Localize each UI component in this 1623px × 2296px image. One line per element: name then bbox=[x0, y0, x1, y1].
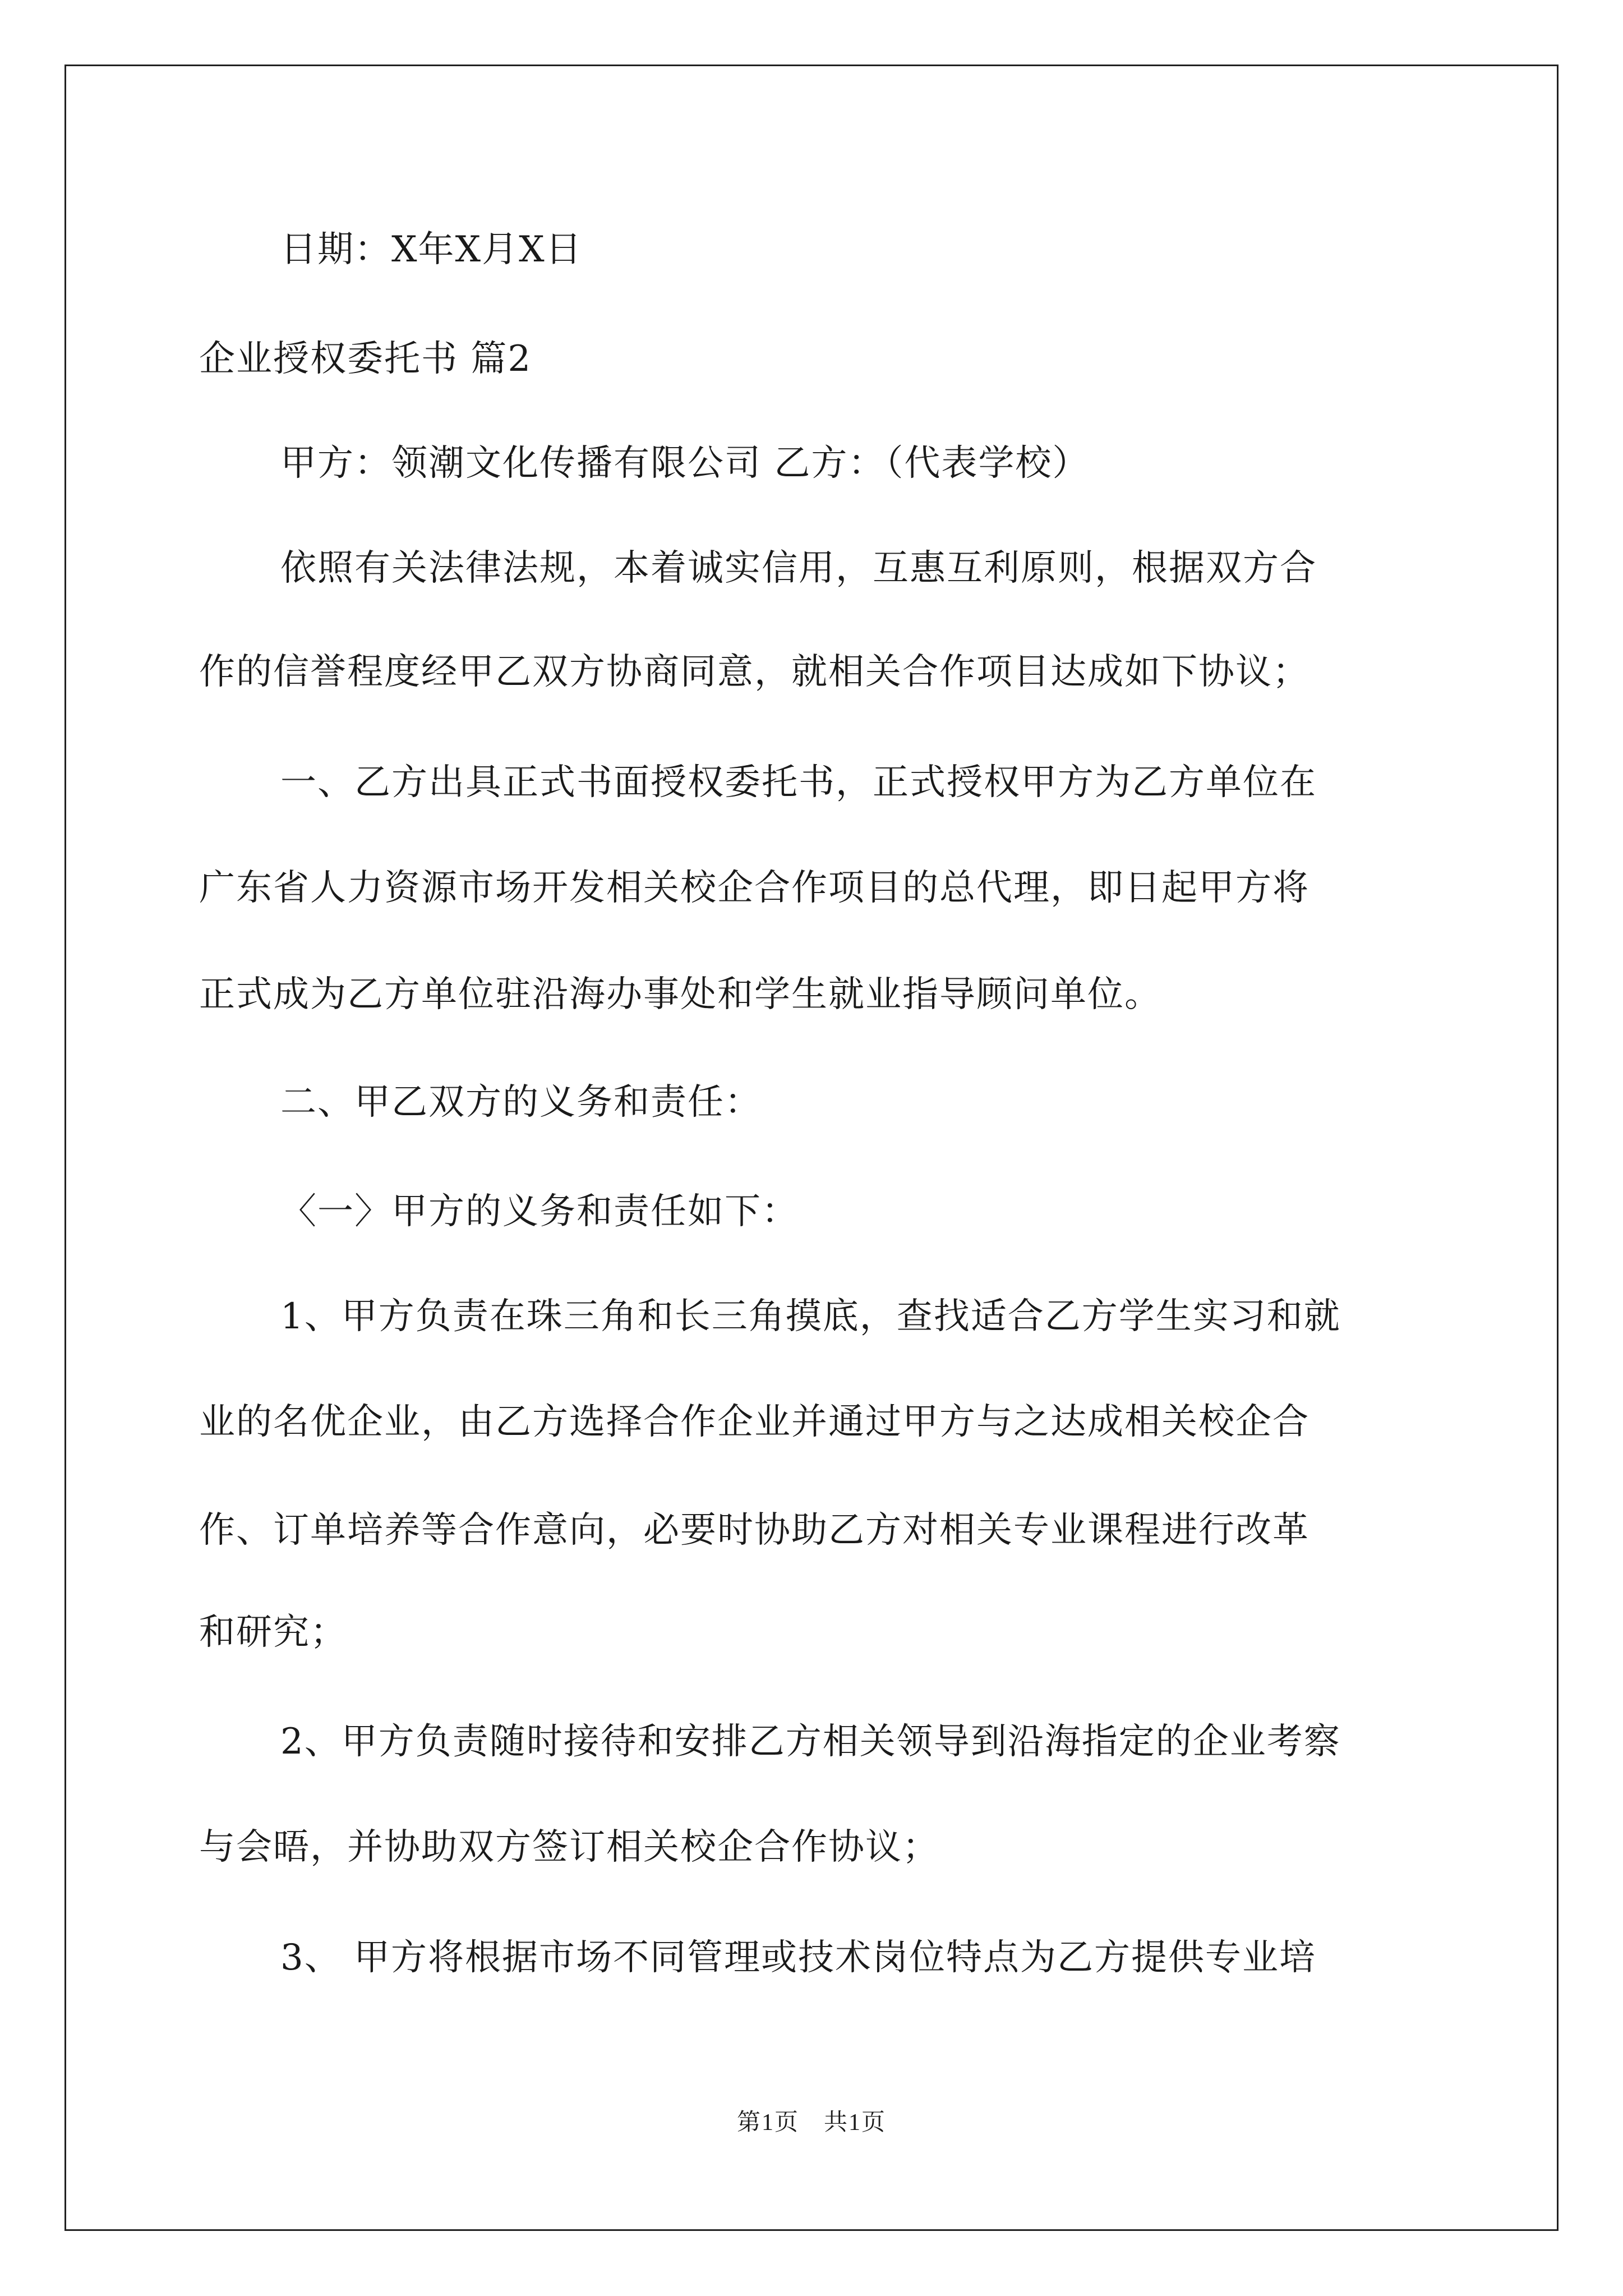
paragraph-line: 作的信誉程度经甲乙双方协商同意，就相关合作项目达成如下协议； bbox=[199, 651, 1310, 693]
parties-line: 甲方：领潮文化传播有限公司 乙方：（代表学校） bbox=[280, 443, 1090, 484]
page-footer: 第1页 共1页 bbox=[736, 2110, 886, 2136]
section-heading: 企业授权委托书 篇2 bbox=[199, 338, 532, 380]
sub-clause-heading: 〈一〉甲方的义务和责任如下： bbox=[280, 1191, 799, 1232]
paragraph-line: 3、 甲方将根据市场不同管理或技术岗位特点为乙方提供专业培 bbox=[280, 1937, 1317, 1978]
page-border bbox=[64, 65, 1559, 2231]
paragraph-line: 作、订单培养等合作意向，必要时协助乙方对相关专业课程进行改革 bbox=[199, 1510, 1310, 1551]
paragraph-line: 2、甲方负责随时接待和安排乙方相关领导到沿海指定的企业考察 bbox=[280, 1721, 1341, 1763]
paragraph-line: 一、乙方出具正式书面授权委托书，正式授权甲方为乙方单位在 bbox=[280, 762, 1317, 803]
paragraph-line: 正式成为乙方单位驻沿海办事处和学生就业指导顾问单位。 bbox=[199, 974, 1161, 1015]
paragraph-line: 和研究； bbox=[199, 1612, 347, 1653]
paragraph-line: 1、甲方负责在珠三角和长三角摸底，查找适合乙方学生实习和就 bbox=[280, 1296, 1341, 1337]
paragraph-line: 依照有关法律法规，本着诚实信用，互惠互利原则，根据双方合 bbox=[280, 547, 1317, 589]
paragraph-line: 与会晤，并协助双方签订相关校企合作协议； bbox=[199, 1826, 939, 1868]
date-line: 日期：X年X月X日 bbox=[280, 229, 583, 270]
clause-heading: 二、甲乙双方的义务和责任： bbox=[280, 1082, 762, 1123]
paragraph-line: 业的名优企业，由乙方选择合作企业并通过甲方与之达成相关校企合 bbox=[199, 1401, 1310, 1443]
paragraph-line: 广东省人力资源市场开发相关校企合作项目的总代理，即日起甲方将 bbox=[199, 867, 1310, 909]
